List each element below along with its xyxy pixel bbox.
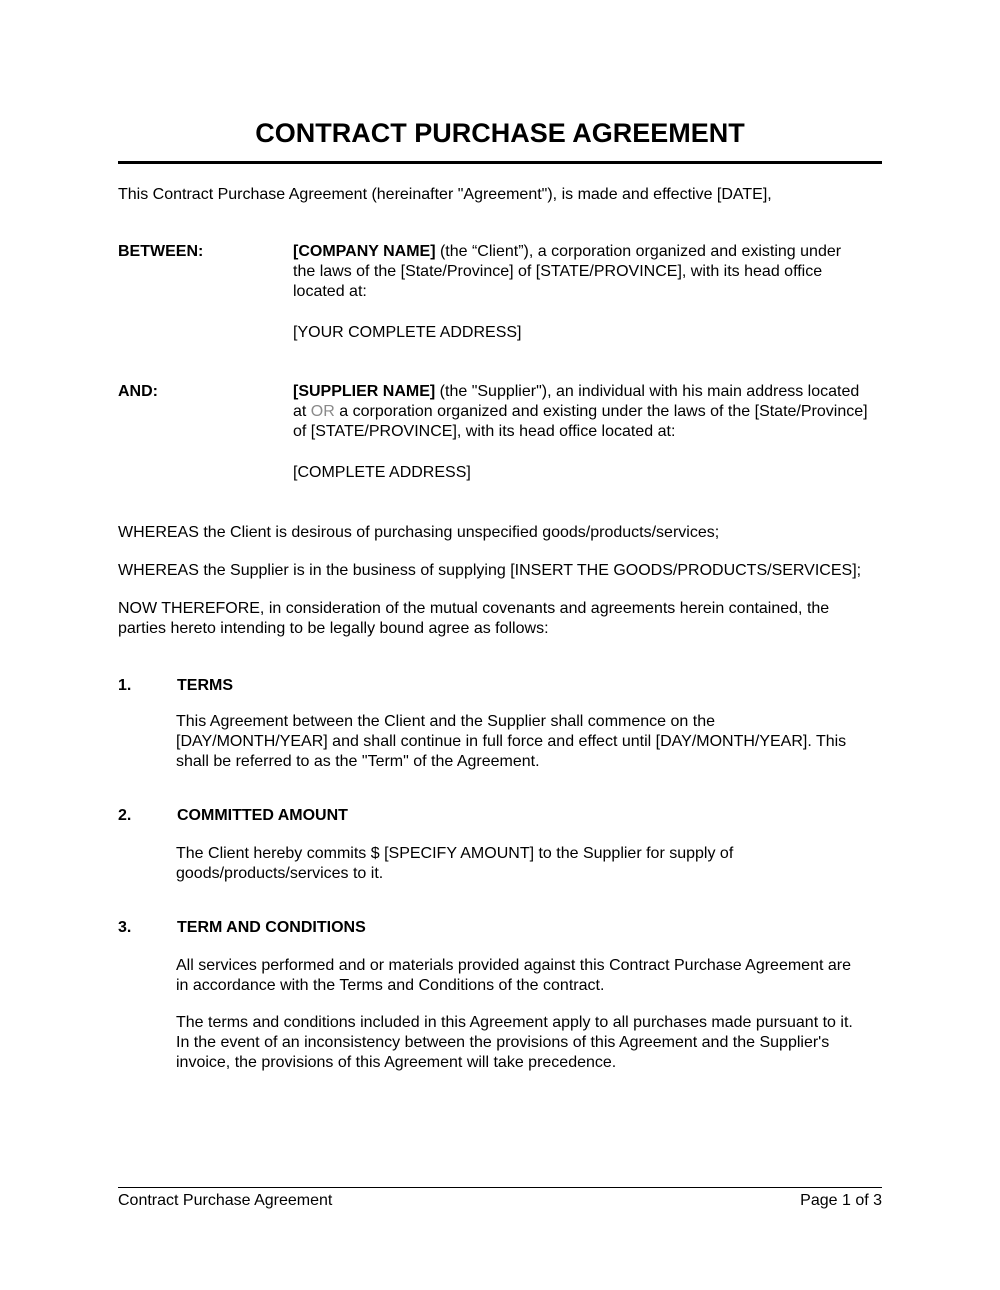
footer-page-number: Page 1 of 3 [800, 1192, 882, 1209]
section-1-line-2: [DAY/MONTH/YEAR] and shall continue in full force and effect until [DAY/MONTH/YEAR]. This [176, 733, 847, 750]
section-1-paragraph [176, 712, 882, 772]
footer-divider [118, 1187, 882, 1188]
and-party-block [293, 382, 882, 442]
section-3-p2-line-3: invoice, the provisions of this Agreement will take precedence. [176, 1054, 617, 1071]
section-2-line-2: goods/products/services to it. [176, 865, 384, 882]
section-3-p1-line-2: in accordance with the Terms and Conditions of the contract. [176, 977, 605, 994]
section-2-paragraph [176, 844, 882, 884]
section-1-line-1: This Agreement between the Client and the Supplier shall commence on the [176, 713, 715, 730]
whereas-clause-1: WHEREAS the Client is desirous of purchasing unspecified goods/products/services; [118, 524, 720, 541]
section-3-p2-line-2: In the event of an inconsistency between the provisions of this Agreement and the Supplier's [176, 1034, 830, 1051]
title-divider [118, 161, 882, 164]
section-number: 3. [118, 919, 132, 936]
company-name: [COMPANY NAME] [293, 243, 436, 260]
between-line-2: the laws of the [State/Province] of [STATE/PROVINCE], with its head office [293, 263, 823, 280]
now-therefore-line-2: parties hereto intending to be legally bound agree as follows: [118, 620, 549, 637]
section-3-paragraph-2 [176, 1013, 882, 1073]
between-line-1 [293, 242, 882, 262]
now-therefore-clause [118, 599, 882, 639]
section-number: 1. [118, 677, 132, 694]
and-line-2-suffix: a corporation organized and existing under the laws of the [State/Province] [334, 403, 868, 420]
between-line-3: located at: [293, 283, 367, 300]
section-2-line-1: The Client hereby commits $ [SPECIFY AMOUNT] to the Supplier for supply of [176, 845, 734, 862]
and-line-2-prefix: at [293, 403, 311, 420]
section-title-committed-amount: COMMITTED AMOUNT [177, 807, 348, 824]
and-desc-1: (the "Supplier"), an individual with his main address located [435, 383, 860, 400]
whereas-clause-2: WHEREAS the Supplier is in the business of supplying [INSERT THE GOODS/PRODUCTS/SERVICES]; [118, 562, 862, 579]
and-line-3: of [STATE/PROVINCE], with its head office located at: [293, 423, 676, 440]
supplier-name: [SUPPLIER NAME] [293, 383, 436, 400]
between-desc-1: (the “Client”), a corporation organized and existing under [435, 243, 842, 260]
between-party-block [293, 242, 882, 302]
footer-document-name: Contract Purchase Agreement [118, 1192, 333, 1209]
section-number: 2. [118, 807, 132, 824]
and-label: AND: [118, 383, 158, 400]
between-label: BETWEEN: [118, 243, 204, 260]
supplier-address: [COMPLETE ADDRESS] [293, 464, 471, 481]
client-address: [YOUR COMPLETE ADDRESS] [293, 324, 522, 341]
and-line-2 [293, 402, 882, 422]
document-title: CONTRACT PURCHASE AGREEMENT [255, 118, 745, 148]
section-title-terms: TERMS [177, 677, 233, 694]
section-1-line-3: shall be referred to as the "Term" of the Agreement. [176, 753, 540, 770]
and-line-1 [293, 382, 882, 402]
section-3-p1-line-1: All services performed and or materials provided against this Contract Purchase Agreement are [176, 957, 851, 974]
now-therefore-line-1: NOW THEREFORE, in consideration of the mutual covenants and agreements herein contained, the [118, 600, 830, 617]
section-title-term-and-conditions: TERM AND CONDITIONS [177, 919, 366, 936]
section-3-p2-line-1: The terms and conditions included in this Agreement apply to all purchases made pursuant to it. [176, 1014, 853, 1031]
or-option: OR [310, 403, 335, 420]
section-3-paragraph-1 [176, 956, 882, 996]
intro-paragraph: This Contract Purchase Agreement (hereinafter "Agreement"), is made and effective [DATE], [118, 186, 772, 203]
